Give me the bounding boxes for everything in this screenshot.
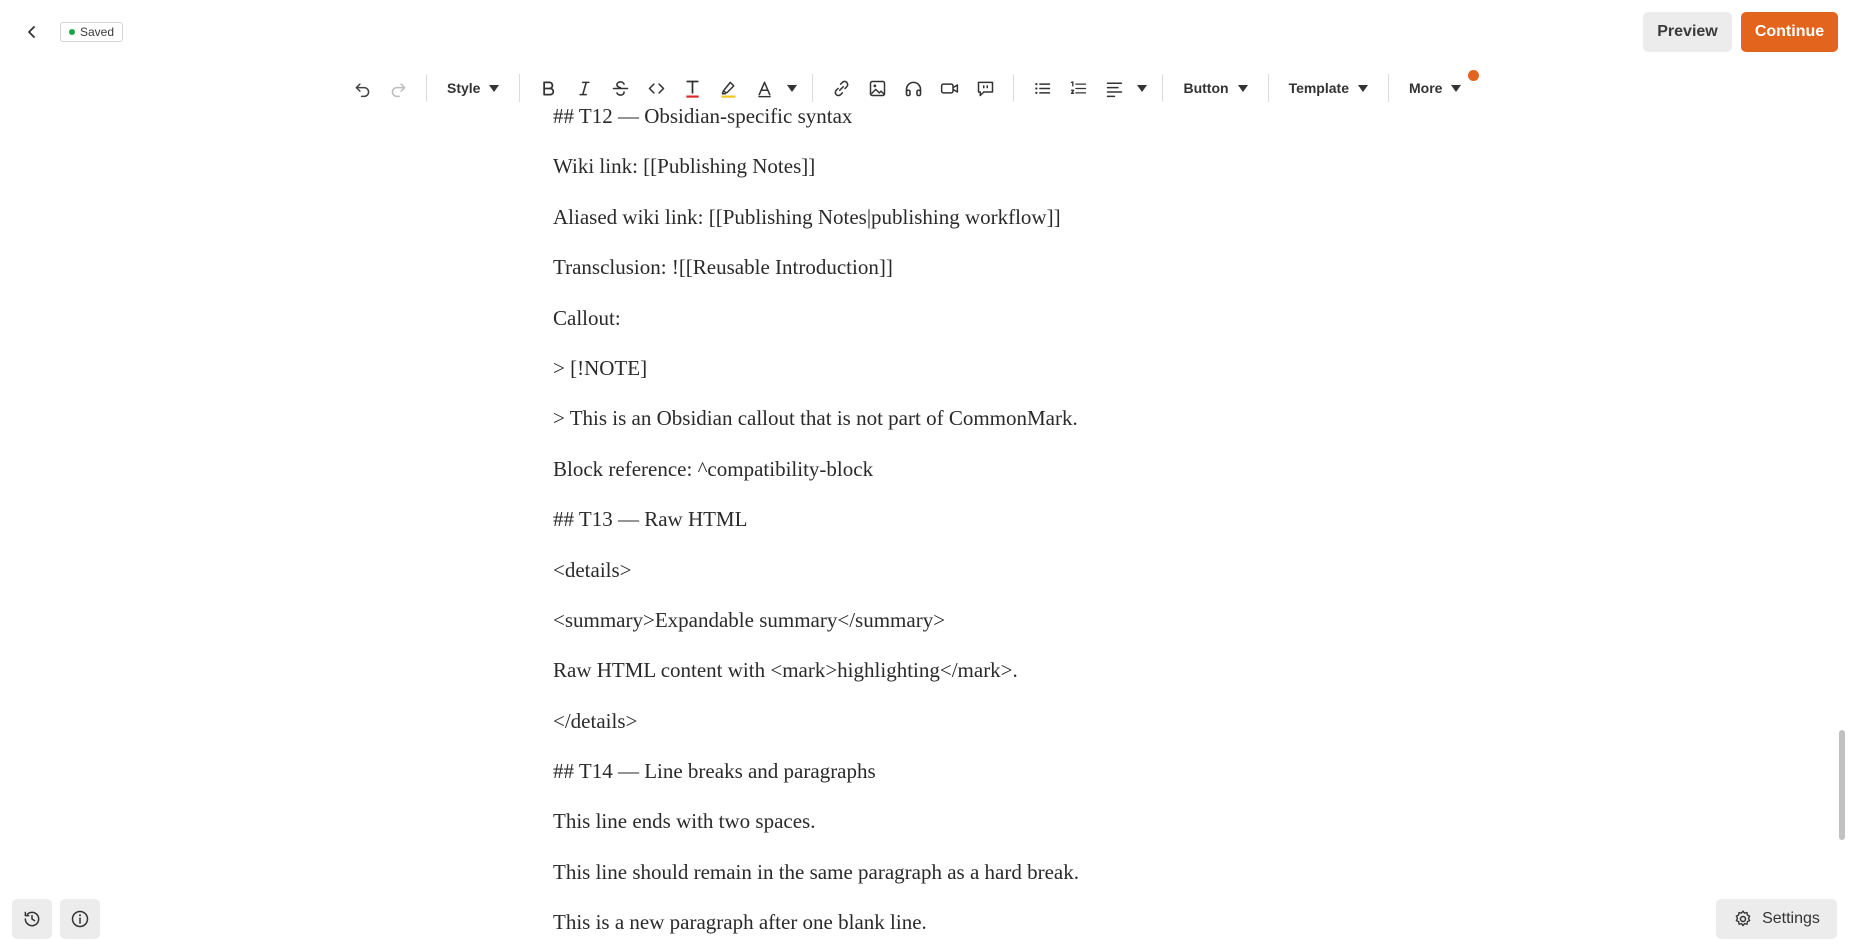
align-button[interactable] (1096, 70, 1132, 106)
history-button[interactable] (12, 899, 52, 939)
link-icon (831, 78, 852, 99)
redo-icon (388, 78, 409, 99)
bold-button[interactable] (530, 70, 566, 106)
strikethrough-icon (610, 78, 631, 99)
italic-button[interactable] (566, 70, 602, 106)
undo-button[interactable] (344, 70, 380, 106)
style-dropdown[interactable] (437, 70, 509, 106)
image-icon (867, 78, 888, 99)
italic-icon (574, 78, 595, 99)
bold-icon (538, 78, 559, 99)
headphones-icon (903, 78, 924, 99)
caret-down-icon (1358, 85, 1368, 92)
toolbar-divider (1013, 74, 1014, 102)
saved-status-label: Saved (80, 25, 115, 39)
editor-content[interactable] (553, 108, 1313, 952)
document-line: Callout: (553, 305, 621, 330)
history-icon (22, 909, 42, 929)
link-button[interactable] (823, 70, 859, 106)
caret-down-icon (787, 85, 797, 92)
document-line: Aliased wiki link: [[Publishing Notes|publishing workflow]] (553, 204, 1061, 229)
caret-down-icon (1451, 85, 1461, 92)
document-line: Transclusion: ![[Reusable Introduction]] (553, 255, 893, 280)
toolbar-divider (1388, 74, 1389, 102)
document-line: This line ends with two spaces. (553, 809, 816, 834)
saved-status-badge (60, 22, 123, 42)
document-line: Raw HTML content with <mark>highlighting</mark>. (553, 658, 1018, 683)
document-line: ## T12 — Obsidian-specific syntax (553, 108, 853, 128)
more-dropdown[interactable] (1399, 70, 1471, 106)
template-dropdown[interactable] (1279, 70, 1378, 106)
editor-toolbar (344, 70, 1471, 106)
back-button[interactable] (18, 18, 46, 46)
document-line: This line should remain in the same paragraph as a hard break. (553, 859, 1079, 884)
document-line: ## T13 — Raw HTML (553, 507, 748, 532)
strikethrough-button[interactable] (602, 70, 638, 106)
comment-icon (975, 78, 996, 99)
toolbar-divider (426, 74, 427, 102)
align-left-icon (1104, 78, 1125, 99)
more-dropdown-label: More (1409, 80, 1443, 96)
numbered-list-button[interactable] (1060, 70, 1096, 106)
undo-icon (352, 78, 373, 99)
toolbar-divider (1268, 74, 1269, 102)
video-button[interactable] (931, 70, 967, 106)
code-button[interactable] (638, 70, 674, 106)
template-dropdown-label: Template (1288, 80, 1349, 96)
align-dropdown-toggle[interactable] (1132, 70, 1152, 106)
saved-status-dot (69, 29, 75, 35)
style-dropdown-label: Style (447, 80, 481, 96)
document-line: <summary>Expandable summary</summary> (553, 607, 946, 632)
comment-button[interactable] (967, 70, 1003, 106)
document-line: Wiki link: [[Publishing Notes]] (553, 154, 816, 179)
audio-button[interactable] (895, 70, 931, 106)
notification-dot (1468, 70, 1479, 81)
chevron-left-icon (24, 24, 40, 40)
font-button[interactable] (746, 70, 782, 106)
bullet-list-icon (1032, 78, 1053, 99)
document-line: <details> (553, 557, 632, 582)
scrollbar-thumb[interactable] (1839, 730, 1845, 840)
document-line: </details> (553, 708, 638, 733)
settings-label: Settings (1762, 910, 1820, 927)
gear-icon (1733, 909, 1753, 929)
top-bar (0, 0, 1849, 64)
caret-down-icon (489, 85, 499, 92)
image-button[interactable] (859, 70, 895, 106)
document-line: This is a new paragraph after one blank line. (553, 910, 927, 935)
preview-button[interactable]: Preview (1643, 12, 1732, 52)
numbered-list-icon (1068, 78, 1089, 99)
font-icon (754, 78, 775, 99)
document-line: Block reference: ^compatibility-block (553, 456, 874, 481)
continue-button[interactable]: Continue (1741, 12, 1838, 52)
document-line: > This is an Obsidian callout that is not part of CommonMark. (553, 406, 1078, 431)
text-color-button[interactable] (674, 70, 710, 106)
info-icon (70, 909, 90, 929)
redo-button[interactable] (380, 70, 416, 106)
bullet-list-button[interactable] (1024, 70, 1060, 106)
settings-button[interactable] (1716, 899, 1837, 939)
highlight-icon (718, 78, 739, 99)
button-dropdown[interactable] (1173, 70, 1257, 106)
toolbar-divider (1162, 74, 1163, 102)
toolbar-divider (812, 74, 813, 102)
document-line: ## T14 — Line breaks and paragraphs (553, 759, 876, 784)
video-icon (939, 78, 960, 99)
highlight-button[interactable] (710, 70, 746, 106)
font-dropdown-toggle[interactable] (782, 70, 802, 106)
code-icon (646, 78, 667, 99)
button-dropdown-label: Button (1183, 80, 1229, 96)
document-line: > [!NOTE] (553, 355, 648, 380)
caret-down-icon (1137, 85, 1147, 92)
text-color-icon (682, 78, 703, 99)
caret-down-icon (1238, 85, 1248, 92)
toolbar-divider (519, 74, 520, 102)
info-button[interactable] (60, 899, 100, 939)
